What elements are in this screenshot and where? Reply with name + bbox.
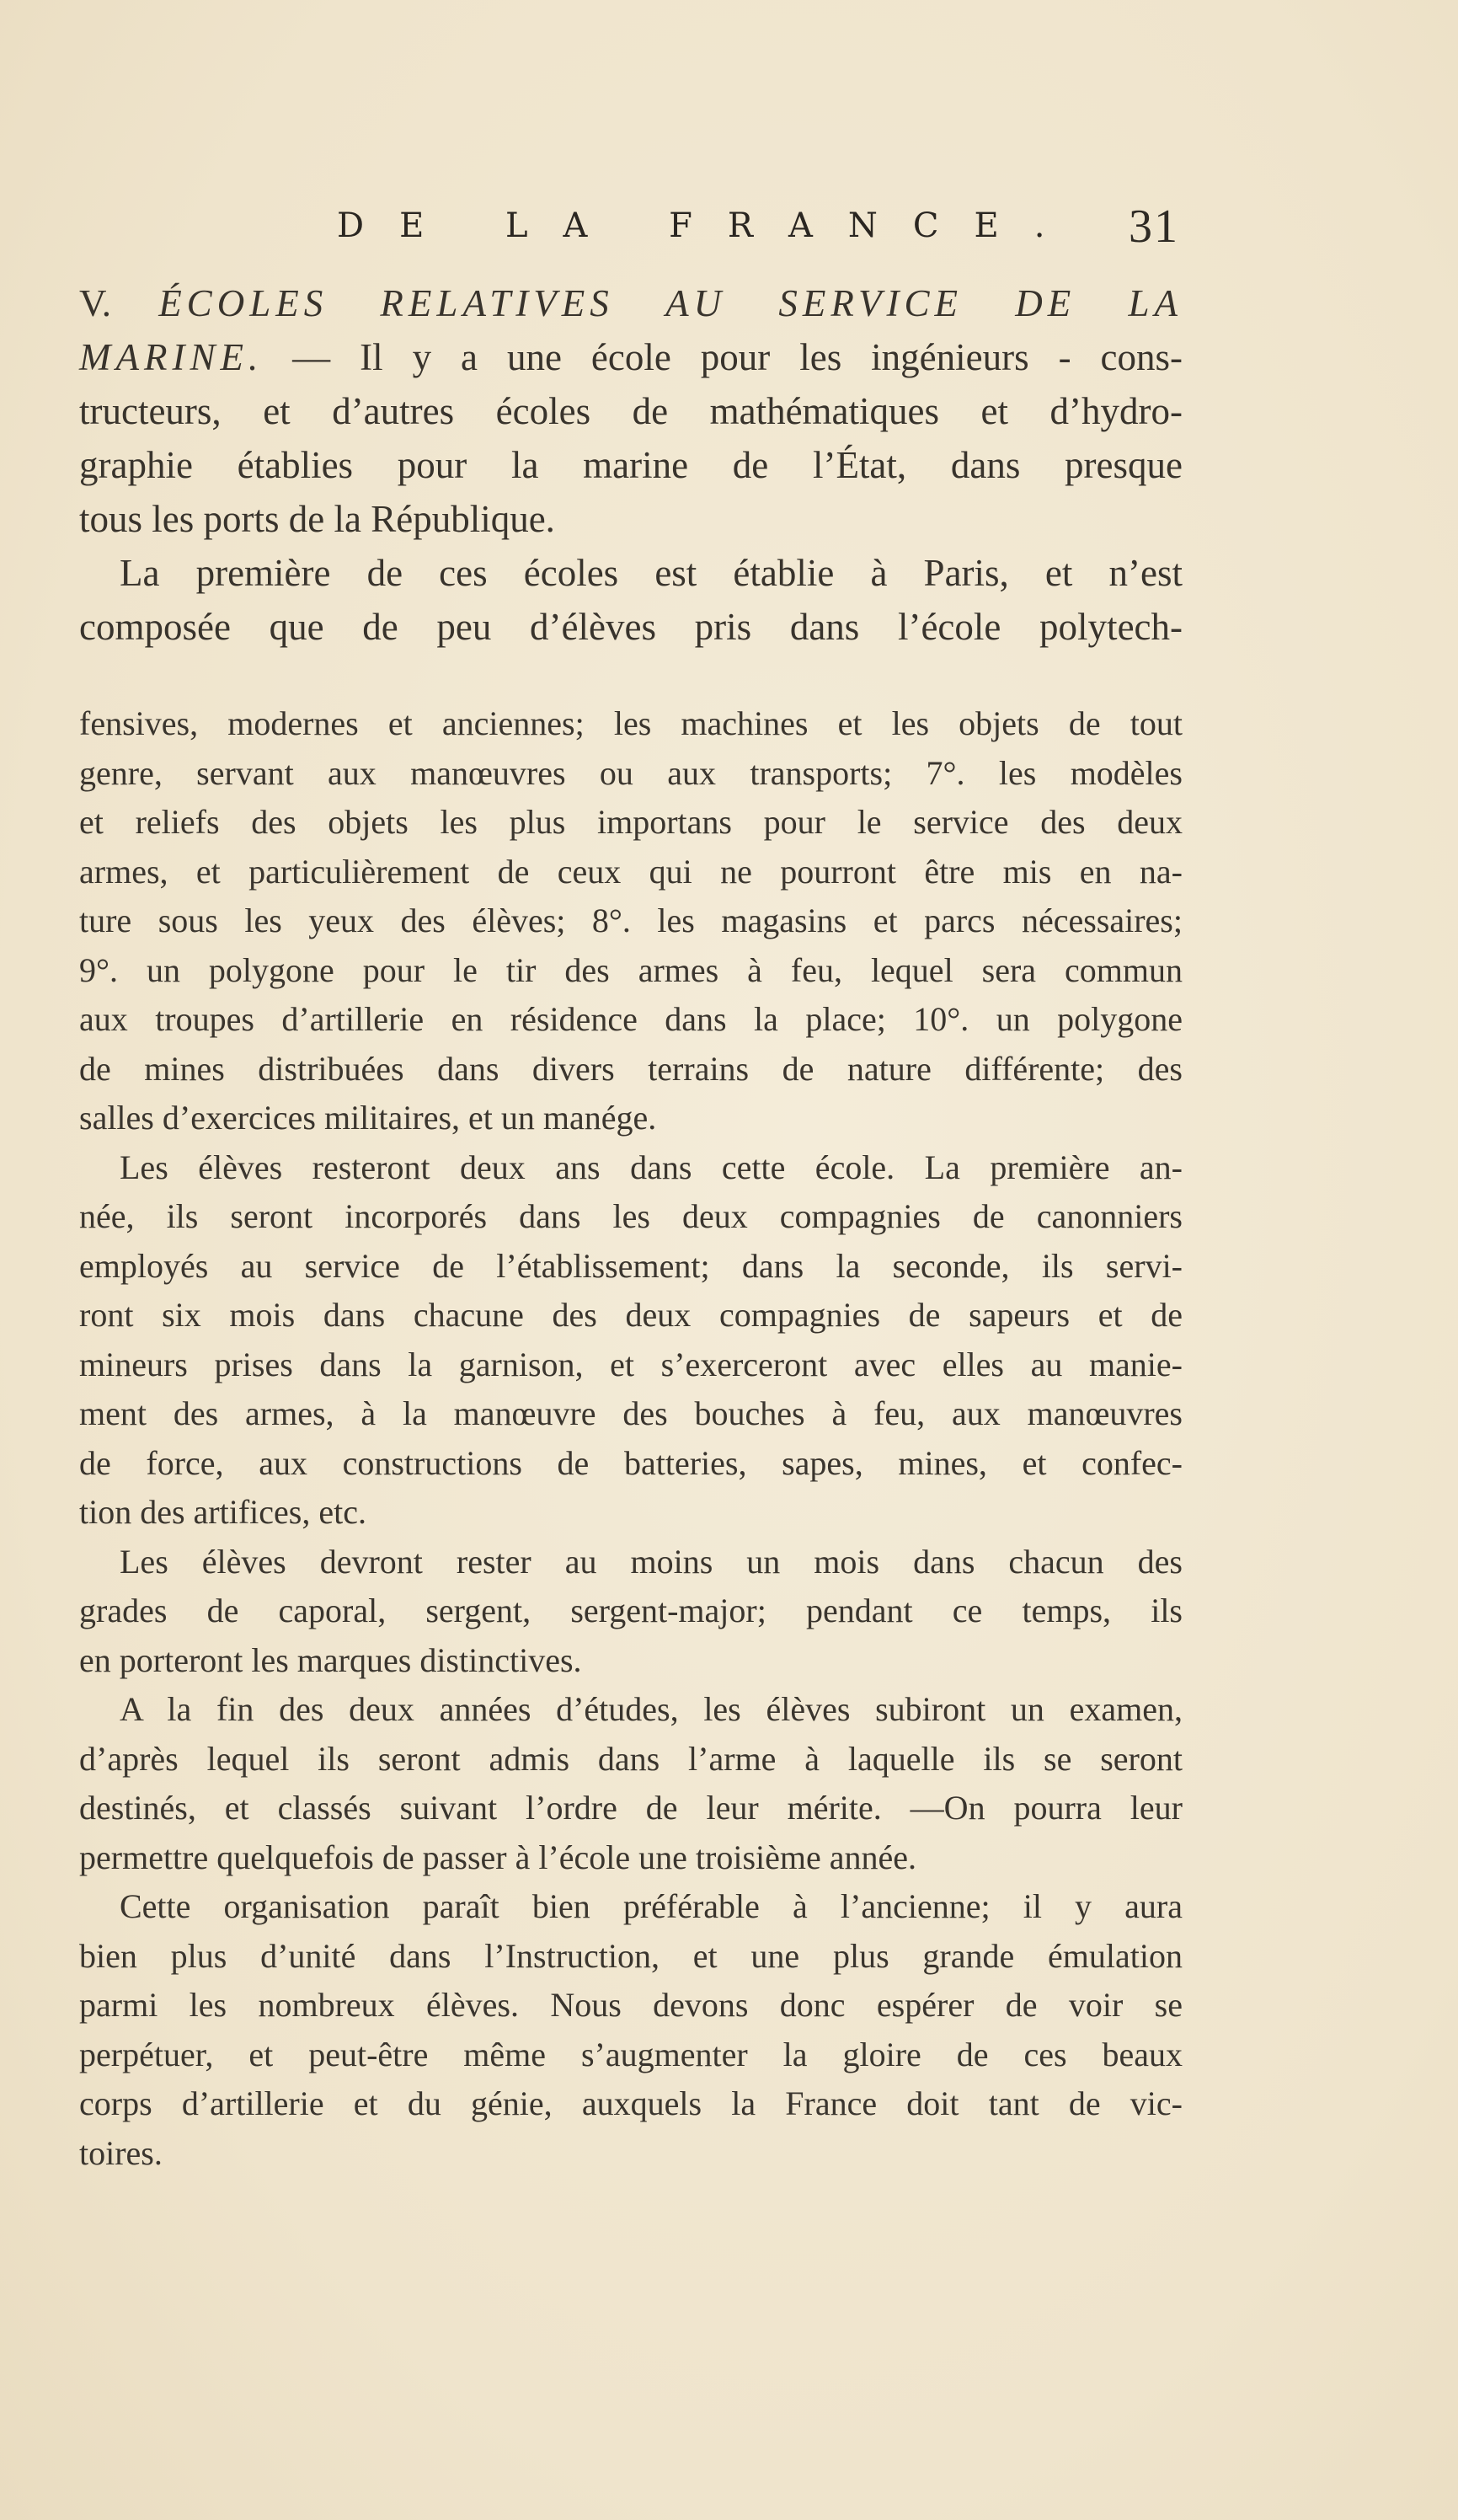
text-line: tion des artifices, etc.: [79, 1493, 366, 1531]
text-line: grades de caporal, sergent, sergent-major; pendant ce temps, ils: [79, 1592, 1183, 1629]
text-line: tructeurs, et d’autres écoles de mathématiques et d’hydro-: [79, 390, 1183, 432]
text-line: Cette organisation paraît bien préférable à l’ancienne; il y aura: [120, 1887, 1183, 1925]
section-title-continued: MARINE.: [79, 336, 264, 378]
section-heading-line-2: [79, 330, 1183, 384]
text-line: ment des armes, à la manœuvre des bouches à feu, aux manœuvres: [79, 1394, 1183, 1432]
text-line: et reliefs des objets les plus importans pour le service des deux: [79, 803, 1183, 841]
text-line: salles d’exercices militaires, et un manége.: [79, 1099, 657, 1137]
text-line: toires.: [79, 2133, 163, 2172]
text-line: tous les ports de la République.: [79, 498, 555, 540]
text-line: Les élèves devront rester au moins un mois dans chacun des: [120, 1542, 1183, 1581]
text-line: ture sous les yeux des élèves; 8°. les magasins et parcs nécessaires;: [79, 902, 1183, 939]
text-line: fensives, modernes et anciennes; les machines et les objets de tout: [79, 704, 1183, 742]
text-line: armes, et particulièrement de ceux qui ne pourront être mis en na-: [79, 852, 1183, 891]
text-line: ront six mois dans chacune des deux compagnies de sapeurs et de: [79, 1296, 1183, 1334]
text-line: destinés, et classés suivant l’ordre de leur mérite. —On pourra leur: [79, 1789, 1183, 1827]
section-heading-line: [79, 276, 1183, 330]
lower-text-block: [79, 699, 1183, 2178]
page-number: 31: [1129, 201, 1179, 253]
section-title: ÉCOLES RELATIVES AU SERVICE DE LA: [158, 282, 1183, 324]
text-line: La première de ces écoles est établie à Paris, et n’est: [120, 552, 1183, 594]
text-line: mineurs prises dans la garnison, et s’exerceront avec elles au manie-: [79, 1345, 1183, 1383]
text-line: A la fin des deux années d’études, les élèves subiront un examen,: [120, 1690, 1183, 1728]
running-title: DE LA FRANCE.: [337, 206, 1081, 245]
intro-text: — Il y a une école pour les ingénieurs - cons-: [292, 336, 1183, 378]
text-line: composée que de peu d’élèves pris dans l’école polytech-: [79, 606, 1183, 648]
text-line: corps d’artillerie et du génie, auxquels la France doit tant de vic-: [79, 2084, 1183, 2122]
text-line: parmi les nombreux élèves. Nous devons donc espérer de voir se: [79, 1986, 1183, 2024]
running-header: [337, 201, 1179, 265]
text-line: de force, aux constructions de batteries, sapes, mines, et confec-: [79, 1443, 1183, 1482]
text-line: employés au service de l’établissement; dans la seconde, ils servi-: [79, 1246, 1183, 1285]
text-line: aux troupes d’artillerie en résidence dans la place; 10°. un polygone: [79, 1000, 1183, 1038]
text-line: 9°. un polygone pour le tir des armes à feu, lequel sera commun: [79, 950, 1183, 989]
text-line: bien plus d’unité dans l’Instruction, et une plus grande émulation: [79, 1936, 1183, 1975]
text-line: née, ils seront incorporés dans les deux compagnies de canonniers: [79, 1197, 1183, 1235]
text-line: perpétuer, et peut-être même s’augmenter la gloire de ces beaux: [79, 2035, 1183, 2073]
text-line: de mines distribuées dans divers terrains de nature différente; des: [79, 1049, 1183, 1088]
text-line: en porteront les marques distinctives.: [79, 1640, 582, 1679]
text-line: genre, servant aux manœuvres ou aux transports; 7°. les modèles: [79, 753, 1183, 792]
section-number: V.: [79, 282, 111, 324]
text-line: Les élèves resteront deux ans dans cette école. La première an-: [120, 1148, 1183, 1186]
upper-text-block: [79, 276, 1183, 654]
text-line: d’après lequel ils seront admis dans l’arme à laquelle ils se seront: [79, 1739, 1183, 1778]
text-line: permettre quelquefois de passer à l’école une troisième année.: [79, 1838, 917, 1876]
text-line: graphie établies pour la marine de l’État, dans presque: [79, 444, 1183, 486]
